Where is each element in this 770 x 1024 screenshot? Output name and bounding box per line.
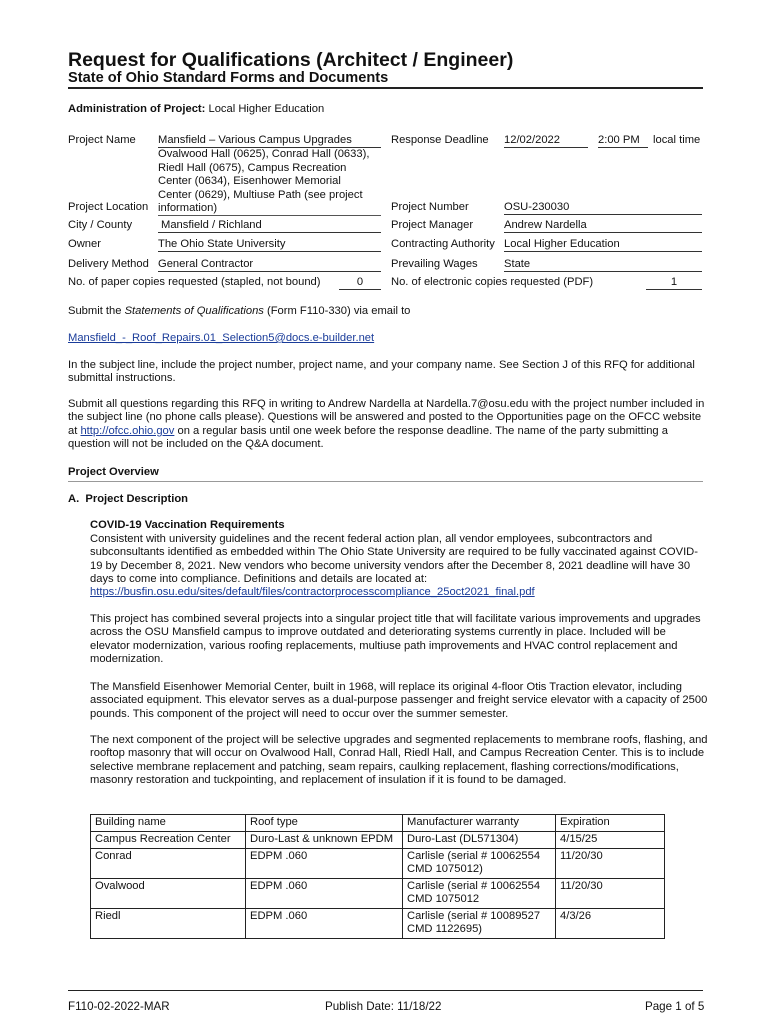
overview-paragraph-1: This project has combined several projects into a singular project title that will facilitate various improvements and upgrades across the OSU Mansfield campus to improve outdated and deteriorating systems currently in place. Included will be elevator modernization, various roofing replacements, multiuse path improvements and HVAC control replacement and modernization.	[90, 613, 701, 666]
project-name-line: Center (0629), Multiuse Path (see project	[158, 188, 363, 201]
table-header-cell: Roof type	[246, 815, 403, 832]
administration-line	[68, 103, 324, 116]
submission-email-link[interactable]: Mansfield_-_Roof_Repairs.01_Selection5@docs.e-builder.net	[68, 332, 375, 344]
table-row	[91, 832, 665, 849]
city-county-label: City / County	[68, 219, 133, 231]
table-cell: EDPM .060	[246, 849, 403, 879]
submit-suffix: (Form F110-330) via email to	[263, 305, 411, 317]
table-cell: Campus Recreation Center	[91, 832, 246, 849]
delivery-method-label: Delivery Method	[68, 258, 149, 270]
table-cell: 11/20/30	[556, 849, 665, 879]
submit-form-name: Statements of Qualifications	[124, 305, 264, 317]
table-header-cell: Expiration	[556, 815, 665, 832]
questions-text-after: on a regular basis until one week before the response deadline. The name of the party submitting a question will not be included on the Q&A document.	[68, 424, 668, 451]
owner-label: Owner	[68, 238, 101, 250]
project-location-underline	[158, 215, 381, 216]
table-cell: Conrad	[91, 849, 246, 879]
subject-line-paragraph: In the subject line, include the project number, project name, and your company name. See Section J of this RFQ for additional submittal instructions.	[68, 359, 695, 385]
project-manager-label: Project Manager	[391, 219, 474, 231]
overview-rule	[68, 481, 703, 482]
document-title: Request for Qualifications (Architect / Engineer)	[68, 49, 514, 71]
table-row	[91, 879, 665, 909]
document-subtitle: State of Ohio Standard Forms and Documents	[68, 70, 389, 86]
table-cell: Ovalwood	[91, 879, 246, 909]
electronic-copies-label: No. of electronic copies requested (PDF)	[391, 276, 594, 288]
table-cell: Riedl	[91, 909, 246, 939]
overview-paragraph-3: The next component of the project will be selective upgrades and segmented replacements to membrane roofs, flashing, and rooftop masonry that will occur on Ovalwood Hall, Conrad Hall, Riedl Hall, and Campus Recreation Center. This is to include selective membrane replacement and patching, seam repairs, caulking replacement, flashing corrections/modifications, masonry restoration and tuckpointing, and replacement of insulation if it is found to be damaged.	[90, 734, 708, 787]
response-deadline-time: 2:00 PM	[598, 134, 648, 148]
overview-paragraph-2: The Mansfield Eisenhower Memorial Center, built in 1968, will replace its original 4-floor Otis Traction elevator, including associated equipment. This elevator serves as a dual-purpose passenger and freight service elevator with a capacity of 2500 pounds. This component of the project will need to occur over the summer semester.	[90, 681, 708, 720]
footer-page-number: Page 1 of 5	[645, 1000, 705, 1013]
header-rule	[68, 87, 703, 89]
covid-heading: COVID-19 Vaccination Requirements	[90, 519, 285, 531]
footer-rule	[68, 990, 703, 991]
project-name-value	[158, 134, 383, 215]
project-number-label: Project Number	[391, 201, 469, 213]
table-header-cell: Building name	[91, 815, 246, 832]
contracting-authority-value: Local Higher Education	[504, 238, 702, 252]
response-deadline-label: Response Deadline	[391, 134, 489, 146]
table-cell: Carlisle (serial # 10062554 CMD 1075012	[403, 879, 556, 909]
submit-prefix: Submit the	[68, 305, 125, 317]
owner-value: The Ohio State University	[158, 238, 381, 252]
project-location-label: Project Location	[68, 201, 149, 213]
project-name-line: Center (0634), Eisenhower Memorial	[158, 175, 341, 188]
questions-paragraph	[68, 398, 708, 452]
paper-copies-value: 0	[339, 276, 381, 290]
ofcc-website-link[interactable]: http://ofcc.ohio.gov	[80, 424, 175, 437]
project-overview-heading: Project Overview	[68, 466, 159, 478]
table-header-row	[91, 815, 665, 832]
project-name-label: Project Name	[68, 134, 136, 146]
table-cell: EDPM .060	[246, 909, 403, 939]
city-county-value: Mansfield / Richland	[158, 219, 381, 233]
response-deadline-date: 12/02/2022	[504, 134, 588, 148]
electronic-copies-value: 1	[646, 276, 702, 290]
table-cell: 4/3/26	[556, 909, 665, 939]
table-cell: Duro-Last & unknown EPDM	[246, 832, 403, 849]
response-deadline-suffix: local time	[653, 134, 701, 146]
covid-policy-link[interactable]: https://busfin.osu.edu/sites/default/files/contractorprocesscompliance_25oct2021_final.pdf	[90, 586, 535, 598]
table-cell: Carlisle (serial # 10089527 CMD 1122695)	[403, 909, 556, 939]
table-cell: EDPM .060	[246, 879, 403, 909]
contracting-authority-label: Contracting Authority	[391, 238, 495, 250]
covid-paragraph: Consistent with university guidelines and the recent federal action plan, all vendor employees, subcontractors and subconsultants identified as embedded within The Ohio State University are required to be fully vaccinated against COVID-19 by December 8, 2021. New vendors who become university vendors after the December 8, 2021 deadline will have 30 days to come into compliance. Definitions and details are located at:	[90, 533, 698, 586]
table-cell: 11/20/30	[556, 879, 665, 909]
table-header-cell: Manufacturer warranty	[403, 815, 556, 832]
project-name-line: Riedl Hall (0675), Campus Recreation	[158, 161, 347, 174]
project-manager-value: Andrew Nardella	[504, 219, 702, 233]
section-a-heading: A. Project Description	[68, 493, 188, 505]
delivery-method-value: General Contractor	[158, 258, 381, 272]
administration-label: Administration of Project:	[68, 103, 206, 115]
roof-warranty-table	[90, 814, 665, 939]
questions-text-before: Submit all questions regarding this RFQ in writing to Andrew Nardella at Nardella.7@osu.edu with the project number included in the subject line (no phone calls please). Questions will be answered and posted to the Opportunities page on the OFCC website at	[68, 398, 705, 437]
paper-copies-label: No. of paper copies requested (stapled, not bound)	[68, 276, 321, 288]
table-cell: 4/15/25	[556, 832, 665, 849]
administration-value: Local Higher Education	[208, 103, 325, 115]
footer-publish-date: Publish Date: 11/18/22	[325, 1000, 442, 1013]
submit-statement	[68, 305, 410, 318]
prevailing-wages-value: State	[504, 258, 702, 272]
prevailing-wages-label: Prevailing Wages	[391, 258, 478, 270]
table-cell: Duro-Last (DL571304)	[403, 832, 556, 849]
project-name-line: information)	[158, 202, 218, 215]
project-number-value: OSU-230030	[504, 201, 702, 215]
table-row	[91, 909, 665, 939]
table-row	[91, 849, 665, 879]
table-cell: Carlisle (serial # 10062554 CMD 1075012)	[403, 849, 556, 879]
project-name-line: Ovalwood Hall (0625), Conrad Hall (0633),	[158, 148, 370, 161]
footer-form-id: F110-02-2022-MAR	[68, 1000, 170, 1013]
project-name-line: Mansfield – Various Campus Upgrades	[158, 134, 381, 148]
